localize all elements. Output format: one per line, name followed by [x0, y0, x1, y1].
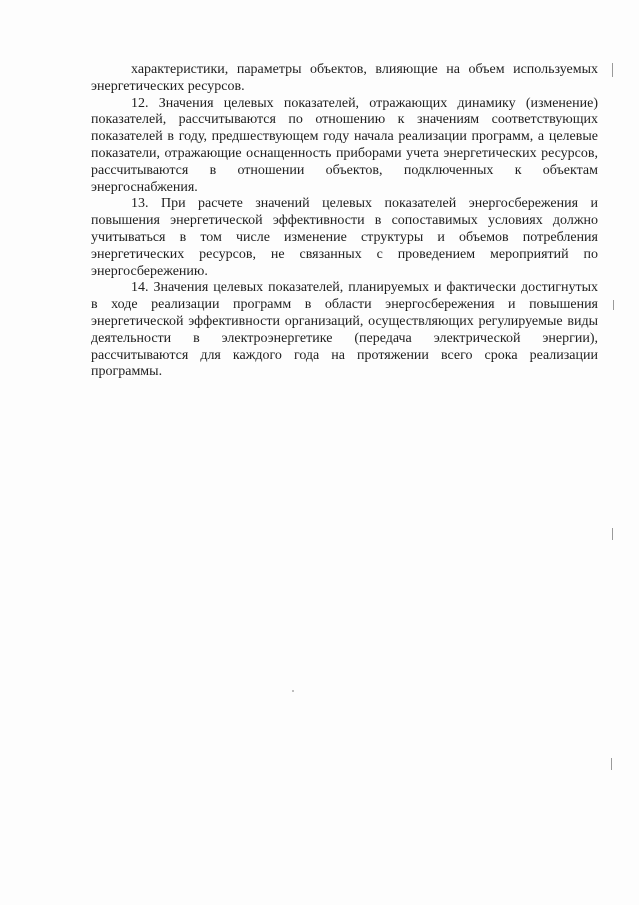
- paragraph-13: 13. При расчете значений целевых показателей энергосбережения и повышения энергетической эффективности в сопоставимых условиях должно учитываться в том числе изменение структуры и объемов потребления энергетических ресурсов, не связанных с проведением мероприятий по энергосбережению.: [91, 196, 598, 279]
- paragraph-14: 14. Значения целевых показателей, планируемых и фактически достигнутых в ходе реализации программ в области энергосбережения и повышения энергетической эффективности организаций, осуществляющих регулируемые виды деятельности в электроэнергетике (передача электрической энергии), рассчитываются для каждого года на протяжении всего срока реализации программы.: [91, 280, 598, 380]
- scan-artifact-dot: [292, 690, 294, 692]
- scan-artifact-line: [612, 528, 613, 540]
- scan-artifact-line: [611, 758, 612, 770]
- scan-artifact-line: [613, 300, 614, 310]
- document-body: [91, 62, 598, 381]
- scan-artifact-line: [612, 63, 613, 77]
- paragraph-12: 12. Значения целевых показателей, отражающих динамику (изменение) показателей, рассчитываются по отношению к значениям соответствующих показателей в году, предшествующем году начала реализации программ, а целевые показатели, отражающие оснащенность приборами учета энергетических ресурсов, рассчитываются в отношении объектов, подключенных к объектам энергоснабжения.: [91, 95, 598, 195]
- paragraph-continuation: характеристики, параметры объектов, влияющие на объем используемых энергетических ресурсов.: [91, 62, 598, 94]
